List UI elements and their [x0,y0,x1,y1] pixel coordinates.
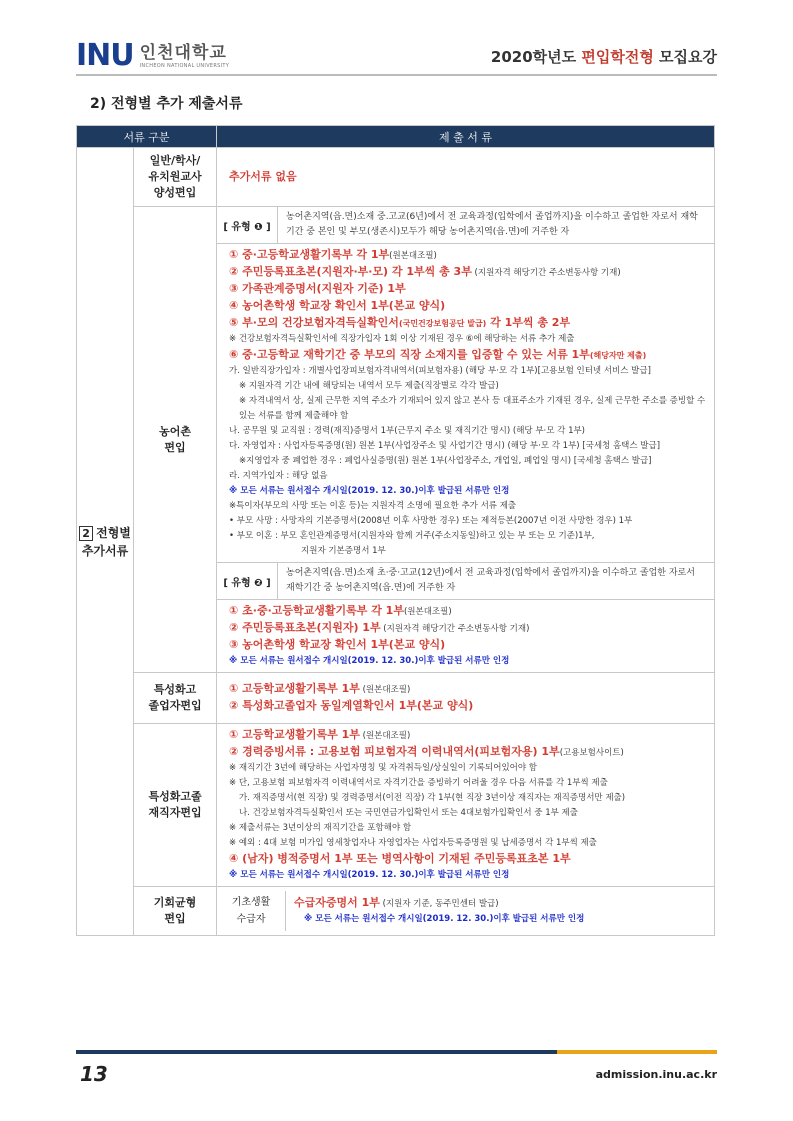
header-divider [76,74,717,76]
logo-letter-i: I [76,38,87,73]
basic-livelihood-docs [286,891,714,931]
label-line: 농어촌 [159,424,191,438]
group-label [77,148,134,936]
issue-date-notice: ※ 모든 서류는 원서접수 개시일(2019. 12. 30.)이후 발급된 서류만 인정 [229,656,510,666]
category-equal [134,887,217,936]
doc-note: (지원자 기준, 동주민센터 발급) [379,899,499,909]
doc-item: ④ 농어촌학생 학교장 확인서 1부(본교 양식) [229,299,446,312]
note-text: ※ 재직기간 3년에 해당하는 사업자명칭 및 자격취득일/상실일이 기록되어있어야 함 [229,763,537,773]
doc-note: (지원자격 해당기간 주소변동사항 기재) [380,624,530,634]
sub-item: 나. 공무원 및 교직원 : 경력(재직)증명서 1부(근무지 주소 및 재직기간 명시) (해당 부·모 각 1부) [229,426,585,436]
sub-item: • 부모 이혼 : 부모 혼인관계증명서(지원자와 함께 거주(주소지동일)하고 있는 부 또는 모 기준)1부, [229,531,595,541]
doc-item: ⑤ 부·모의 건강보험자격득실확인서 [229,316,399,329]
logo-korean: 인천대학교 [139,42,227,63]
category-special [134,673,217,724]
doc-note: (원본대조필) [359,685,411,695]
doc-item: ① 중·고등학교생활기록부 각 1부 [229,248,390,261]
title-year: 2020학년도 [490,48,582,66]
type1-doc-list [217,244,714,562]
label-line: 유치원교사 [148,170,202,183]
page-number: 13 [80,1062,108,1086]
list-item [229,281,706,298]
note-text: ※특이자(부모의 사망 또는 이혼 등)는 지원자격 소명에 필요한 추가 서류 제출 [229,501,517,511]
rural-type1 [217,207,714,244]
equal-basic-row [217,891,714,931]
title-accent: 편입학전형 [581,48,654,66]
type2-description: 농어촌지역(읍.면)소재 초·중·고교(12년)에서 전 교육과정(입학에서 졸업까지)을 이수하고 졸업한 자로서 재학기간 중 농어촌지역(읍.면)에 거주한 자 [286,568,695,593]
basic-livelihood-label [217,891,286,931]
website-url: admission.inu.ac.kr [595,1068,717,1081]
doc-item: 수급자증명서 1부 [294,896,380,909]
doc-item: ③ 농어촌학생 학교장 확인서 1부(본교 양식) [229,638,446,651]
type1-description: 농어촌지역(읍.면)소재 중.고교(6년)에서 전 교육과정(입학에서 졸업까지)을 이수하고 졸업한 자로서 재학기간 중 본인 및 부모(생존시)모두가 해당 농어촌지역(읍.면)에 거주한 자 [286,212,698,237]
type1-label: [ 유형 ❶ ] [217,207,278,243]
list-item [229,851,706,868]
doc-item: 각 1부씩 총 2부 [486,316,571,329]
doc-note: (고용보험사이트) [559,748,624,758]
group-label-line1: 전형별 [96,525,131,540]
note-text: ※ 예외 : 4대 보험 미가입 영세창업자나 자영업자는 사업자등록증명원 및 납세증명서 각 1부씩 제출 [229,838,597,848]
sub-item: 라. 지역가입자 : 해당 없음 [229,471,328,481]
logo-letter-u: U [110,38,134,73]
logo-letter-n: N [86,38,111,73]
doc-item: ② 특성화고졸업자 동일계열확인서 1부(본교 양식) [229,699,474,712]
list-item [229,744,706,761]
footer-bar-navy [76,1050,557,1054]
group-label-line2: 추가서류 [81,543,129,558]
header-documents: 제 출 서 류 [217,126,715,148]
list-item [229,247,706,264]
list-item [229,315,706,332]
rural-type2 [217,562,714,600]
list-item [229,298,706,315]
list-item [229,681,706,698]
table-row [77,148,715,207]
list-item [229,637,706,654]
doc-item: ① 고등학교생활기록부 1부 [229,682,360,695]
equal-docs [217,887,715,936]
doc-note: (원본대조필) [359,731,411,741]
category-worker [134,724,217,887]
table-row [77,724,715,887]
issue-date-notice: ※ 모든 서류는 원서접수 개시일(2019. 12. 30.)이후 발급된 서류만 인정 [304,914,585,924]
issue-date-notice: ※ 모든 서류는 원서접수 개시일(2019. 12. 30.)이후 발급된 서류만 인정 [229,870,510,880]
doc-item-tag: (해당자만 제출) [589,351,647,360]
logo-text [140,44,229,69]
section-title: 2) 전형별 추가 제출서류 [90,96,243,112]
sub-note: ※ 자격내역서 상, 실제 근무한 지역 주소가 기재되어 있지 않고 본사 등 대표주소가 기재된 경우, 실제 근무한 주소를 증빙할 수 있는 서류를 함께 제출해야 함 [239,396,706,421]
sub-item: 가. 재직증명서(현 직장) 및 경력증명서(이전 직장) 각 1부(현 직장 3년이상 재직자는 재직증명서만 제출) [239,793,626,803]
label-line: 졸업자편입 [148,699,202,712]
note-text: ※ 건강보험자격득실확인서에 직장가입자 1회 이상 기재된 경우 ⑥에 해당하는 서류 추가 제출 [229,334,575,344]
doc-note: (원본대조필) [403,607,452,617]
label-line: 특성화고졸 [148,790,202,803]
list-item [229,698,706,715]
issue-date-notice: ※ 모든 서류는 원서접수 개시일(2019. 12. 30.)이후 발급된 서류만 인정 [229,486,510,496]
doc-item: ④ (남자) 병적증명서 1부 또는 병역사항이 기재된 주민등록표초본 1부 [229,852,571,865]
label-line: 기초생활 [231,897,271,908]
doc-item: ③ 가족관계증명서(지원자 기준) 1부 [229,282,406,295]
table-row [77,887,715,936]
worker-docs [217,724,715,887]
list-item [229,264,706,281]
doc-item: ① 고등학교생활기록부 1부 [229,728,360,741]
footer-bar-gold [557,1050,717,1054]
header-category: 서류 구분 [77,126,217,148]
doc-item: ⑥ 중·고등학교 재학기간 중 부모의 직장 소재지를 입증할 수 있는 서류 1부 [229,348,590,361]
type2-doc-list [217,600,714,672]
university-logo [76,38,229,74]
category-general [134,148,217,207]
sub-item: 나. 건강보험자격득실확인서 또는 국민연금가입확인서 또는 4대보험가입확인서 중 1부 제출 [239,808,578,818]
table-row [77,207,715,673]
logo-english: INCHEON NATIONAL UNIVERSITY [139,62,230,69]
list-item [229,603,706,620]
list-item [294,895,706,912]
documents-table [76,125,715,936]
note-text: ※ 단, 고용보험 피보험자격 이력내역서로 자격기간을 증빙하기 어려울 경우 다음 서류를 각 1부씩 제출 [229,778,608,788]
category-rural [134,207,217,673]
doc-note: (지원자격 해당기간 주소변동사항 기재) [471,268,621,278]
group-number: 2 [79,526,93,541]
doc-item: ② 주민등록표초본(지원자) 1부 [229,621,381,634]
label-line: 재직자편입 [148,806,202,819]
type2-label: [ 유형 ❷ ] [217,563,278,599]
list-item [229,727,706,744]
label-line: 편입 [164,912,186,925]
table-row [77,673,715,724]
logo-mark [76,38,134,73]
special-docs [217,673,715,724]
label-line: 일반/학사/ [149,154,201,167]
label-line: 특성화고 [153,683,197,696]
sub-item: 가. 일반직장가입자 : 개별사업장피보험자격내역서(피보험자용) (해당 부·모 각 1부)[고용보험 인터넷 서비스 발급] [229,366,651,376]
rural-docs [217,207,715,673]
note-text: ※ 제출서류는 3년이상의 재직기간을 포함해야 함 [229,823,412,833]
label-line: 수급자 [236,914,266,925]
doc-note: (원본대조필) [389,251,437,261]
label-line: 기회균형 [153,896,197,909]
table-header-row [77,126,715,148]
footer-bar [76,1050,717,1054]
list-item [229,347,706,364]
label-line: 편입 [164,440,186,454]
document-title [491,46,717,67]
title-suffix: 모집요강 [653,48,717,66]
doc-item: ② 주민등록표초본(지원자·부·모) 각 1부씩 총 3부 [229,265,472,278]
sub-item: 다. 자영업자 : 사업자등록증명(원) 원본 1부(사업장주소 및 사업기간 명시) (해당 부·모 각 1부) [국세청 홈택스 발급] [229,441,661,451]
doc-item: ② 경력증빙서류 : 고용보험 피보험자격 이력내역서(피보험자용) 1부 [229,745,560,758]
general-doc-text: 추가서류 없음 [229,169,297,183]
sub-note: ※지영업자 중 폐업한 경우 : 폐업사실증명(원) 원본 1부(사업장주소, 개업일, 폐업일 명시) [국세청 홈택스 발급] [239,456,652,466]
doc-item: ① 초·중·고등학교생활기록부 각 1부 [229,604,404,617]
sub-note: ※ 지원자격 기간 내에 해당되는 내역서 모두 제출(직장별로 각각 발급) [239,381,499,391]
general-docs [217,148,715,207]
sub-item: 지원자 기본증명서 1부 [301,546,386,556]
sub-item: • 부모 사망 : 사망자의 기본증명서(2008년 이후 사망한 경우) 또는 제적등본(2007년 이전 사망한 경우) 1부 [229,516,633,526]
doc-item-tag: (국민건강보험공단 발급) [398,319,487,328]
list-item [229,620,706,637]
label-line: 양성편입 [153,186,197,199]
